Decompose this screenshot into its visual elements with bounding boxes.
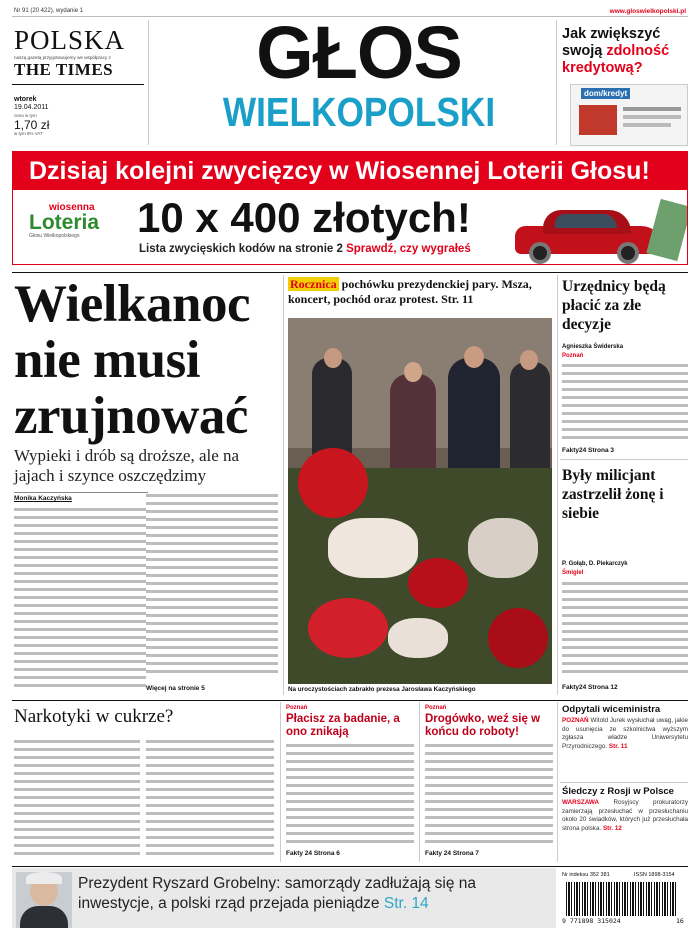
right-story2-ref-page[interactable]: Strona 12	[588, 684, 618, 691]
logo-bottom: WIELKOPOLSKI	[222, 89, 496, 135]
right-story1-ref-page[interactable]: Strona 3	[588, 447, 615, 454]
main-photo[interactable]	[288, 318, 552, 684]
right-story1-city: Poznań	[562, 353, 584, 359]
footer-strip[interactable]	[12, 868, 556, 928]
promo-line-1[interactable]: Jak zwiększyć	[562, 26, 661, 42]
price: 1,70 zł	[14, 118, 50, 132]
footer-strip-ref[interactable]: Str. 14	[383, 895, 429, 912]
right-story1-body	[562, 364, 688, 444]
bottom-story2-city: Poznań	[286, 705, 308, 711]
side2-city: WARSZAWA	[562, 799, 600, 806]
main-body-col-1	[14, 508, 146, 696]
price-label: cena w tym	[14, 113, 37, 118]
right-story2-title[interactable]: Były milicjant zastrzelił żonę i siebie	[562, 467, 664, 522]
person-figure	[510, 362, 550, 482]
side1-city: POZNAŃ	[562, 717, 589, 724]
lottery-headline: Dzisiaj kolejni zwycięzcy w Wiosennej Loterii Głosu!	[13, 152, 687, 190]
side2-text: Rosyjscy prokuratorzy zamierzają przesłuchać w przesłuchaniu około 20 świadków, których już przesłuchała strona polska.	[562, 799, 688, 832]
main-body-col-2	[146, 494, 278, 682]
lottery-banner[interactable]	[12, 151, 688, 265]
main-subhead: Wypieki i drób są droższe, ale na jajach i szynce oszczędzimy	[14, 446, 240, 485]
issue-line: Nr 91 (20 422), wydanie 1	[14, 8, 84, 14]
main-headline-3: zrujnować	[14, 387, 248, 445]
photo-headline-b: Msza, koncert, pochód oraz protest.	[288, 277, 532, 306]
side2-title[interactable]: Śledczy z Rosji w Polsce	[562, 786, 674, 797]
side2-body	[562, 799, 688, 833]
main-headline-2: nie musi	[14, 331, 200, 389]
right-story2-body	[562, 582, 688, 678]
side1-title[interactable]: Odpytali wiceministra	[562, 704, 661, 715]
vat-note: w tym 8% VAT	[14, 131, 43, 136]
issue-day: wtorek	[14, 96, 37, 103]
bottom-story1-body-a	[14, 740, 140, 862]
bottom-story3-body	[425, 744, 553, 848]
side2-ref[interactable]: Str. 12	[602, 824, 622, 832]
bottom-story3-ref-label: Fakty 24	[425, 850, 452, 857]
bottom-story2-body	[286, 744, 414, 848]
lottery-logo-big: Loteria	[29, 211, 100, 234]
logo-top: GŁOS	[256, 11, 462, 94]
main-headline[interactable]	[14, 276, 250, 444]
bottom-story3-title[interactable]: Drogówko, weź się w końcu do roboty!	[425, 713, 541, 738]
bottom-story3-city: Poznań	[425, 705, 447, 711]
bottom-story2-title[interactable]: Płacisz za badanie, a ono znikają	[286, 713, 400, 738]
photo-kicker: Rocznica	[290, 277, 337, 291]
promo-line-2a[interactable]: swoją	[562, 43, 603, 59]
lottery-logo	[29, 202, 131, 248]
bottom-story2-ref-page[interactable]: Strona 6	[313, 850, 340, 857]
lottery-prize: 10 x 400 złotych!	[137, 194, 471, 241]
bottom-story1-title[interactable]: Narkotyki w cukrze?	[14, 706, 174, 727]
partner-tagline: naszą gazetą przygotowujemy we współpracy z	[14, 55, 111, 60]
grobelny-portrait	[16, 872, 72, 928]
side1-text: Witold Jurek wysłuchał uwag, jakie do usunięcia ze szkolnictwa wyższym zgłasza władze Uniwersytetu Przyrodniczego.	[562, 717, 688, 750]
main-headline-1: Wielkanoc	[14, 275, 250, 333]
bottom-story1-body-b	[146, 740, 274, 862]
issn-number: ISSN 1898-3154	[634, 872, 675, 878]
lottery-sub-b[interactable]: Sprawdź, czy wygrałeś	[346, 243, 471, 255]
lottery-logo-sub: Głosu Wielkopolskiego	[29, 233, 80, 239]
photo-headline[interactable]	[288, 277, 550, 307]
side1-ref[interactable]: Str. 11	[608, 742, 628, 750]
photo-headline-a: pochówku prezydenckiej pary.	[341, 277, 499, 291]
right-story2-ref-label: Fakty24	[562, 684, 587, 691]
lottery-sub-a: Lista zwycięskich kodów na stronie 2	[139, 243, 343, 255]
bottom-story3-ref-page[interactable]: Strona 7	[452, 850, 479, 857]
issue-date: 19.04.2011	[14, 104, 49, 111]
index-number: Nr indeksu 352 381	[562, 872, 610, 878]
bottom-story2-ref-label: Fakty 24	[286, 850, 313, 857]
footer-strip-text: Prezydent Ryszard Grobelny: samorządy zadłużają się na inwestycje, a polski rząd przejada pieniądze	[78, 875, 477, 912]
partner-title-1: POLSKA	[14, 25, 126, 55]
barcode-addon: 16	[676, 917, 684, 925]
right-story2-author: P. Gołąb, D. Piekarczyk	[562, 561, 628, 567]
main-more-link[interactable]: Więcej na stronie 5	[146, 685, 205, 692]
photo-caption: Na uroczystościach zabrakło prezesa Jarosława Kaczyńskiego	[288, 686, 476, 693]
main-author: Monika Kaczyńska	[14, 495, 72, 502]
right-story2-city: Śmigiel	[562, 570, 584, 576]
lottery-logo-small: wiosenna	[49, 202, 95, 213]
promo-line-2b[interactable]: zdolność	[606, 43, 670, 59]
right-story1-ref-label: Fakty24	[562, 447, 587, 454]
barcode	[566, 882, 676, 916]
photo-page-ref: Str. 11	[441, 292, 474, 306]
partner-title-2: THE TIMES	[14, 60, 114, 79]
website-link[interactable]: www.gloswielkopolski.pl	[609, 8, 686, 15]
right-story1-title[interactable]: Urzędnicy będą płacić za złe decyzje	[562, 278, 666, 333]
side1-body	[562, 717, 688, 751]
promo-thumb-title: dom/kredyt	[581, 88, 630, 99]
promo-thumbnail[interactable]	[570, 84, 688, 146]
right-story1-author: Agnieszka Świderska	[562, 344, 624, 350]
barcode-digits: 9 771898 315024	[562, 917, 621, 925]
promo-line-3[interactable]: kredytową?	[562, 60, 643, 76]
car-image	[511, 192, 687, 264]
